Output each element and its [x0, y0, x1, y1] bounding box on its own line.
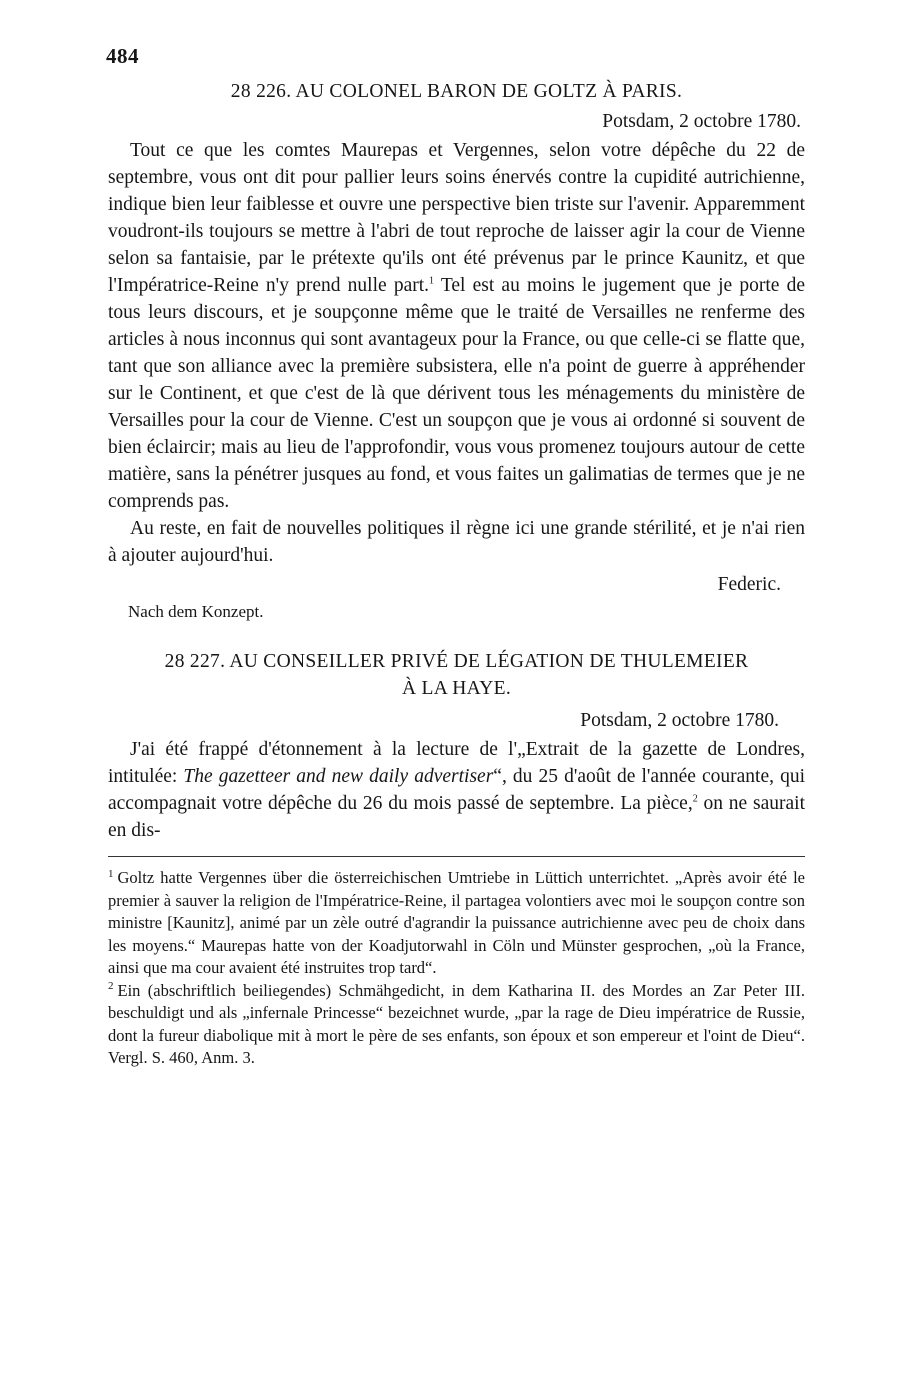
paragraph-text: on ne saurait en dis-: [108, 793, 805, 841]
paragraph: Au reste, en fait de nouvelles politiques il règne ici une grande stérilité, et je n'ai rien à ajouter aujourd'hui.: [108, 518, 805, 566]
paragraph: [108, 736, 805, 844]
footnote-divider: [108, 856, 805, 857]
heading-line: 28 227. AU CONSEILLER PRIVÉ DE LÉGATION DE THULEMEIER: [164, 651, 749, 672]
footnote-mark: 1: [108, 867, 114, 880]
paragraph: [108, 137, 805, 515]
dateline: Potsdam, 2 octobre 1780.: [602, 111, 801, 132]
paragraph-text: J'ai été frappé d'étonnement à la lecture de l'„Extrait de la gazette de Londres, intitulée:: [108, 739, 805, 787]
page-number: 484: [106, 44, 139, 68]
footnote: [108, 980, 805, 1070]
letter-heading-28226: 28 226. AU COLONEL BARON DE GOLTZ À PARIS.: [230, 81, 683, 102]
footnote-mark: 2: [108, 980, 114, 992]
signature: Federic.: [717, 574, 781, 595]
dateline: Potsdam, 2 octobre 1780.: [580, 710, 779, 731]
footnote-text: Ein (abschriftlich beiliegendes) Schmähgedicht, in dem Katharina II. des Mordes an Zar Peter III. beschuldigt und als „infernale Princesse“ bezeichnet wurde, „par la rage de Dieu impératrice de Russie, dont la fureur diabolique mit à mort le père de ses enfants, son époux et son empereur et l'oint de Dieu“. Vergl. S. 460, Anm. 3.: [108, 980, 805, 1067]
page: [108, 44, 805, 1070]
footnote-text: Goltz hatte Vergennes über die österreichischen Umtriebe in Lüttich unterrichtet. „Après avoir été le premier à sauver la religion de l'Impératrice-Reine, il partagea volontiers avec moi le soupçon contre son ministre [Kaunitz], animé par un zèle outré d'agrandir la puissance autrichienne avec peu de choix dans les moyens.“ Maurepas hatte von der Koadjutorwahl in Cöln und Münster gesprochen, „où la France, ainsi que ma cour avaient été instruites trop tard“.: [108, 868, 805, 977]
newspaper-title: The gazetteer and new daily advertiser: [183, 766, 494, 787]
footnotes: [108, 867, 805, 1070]
paragraph-text: Tel est au moins le jugement que je porte de tous leurs discours, et je soupçonne même que le traité de Versailles ne renferme des articles à nous inconnus qui sont avantageux pour la France, ou que celle-ci se flatte que, tant que son alliance avec la première subsistera, elle n'a point de guerre à appréhender sur le Continent, et que c'est de là que dérivent tous les ménagements du ministère de Versailles pour la cour de Vienne. C'est un soupçon que je vous ai ordonné si souvent de bien éclaircir; mais au lieu de l'approfondir, vous vous promenez toujours autour de cette matière, sans la pénétrer jusques au fond, et vous faites un galimatias de termes que je ne comprends pas.: [108, 275, 805, 512]
footnote: [108, 867, 805, 980]
letter-body: [108, 137, 805, 569]
source-note: Nach dem Konzept.: [128, 602, 264, 621]
paragraph-text: “, du 25 d'août de l'année courante, qui accompagnait votre dépêche du 26 du mois passé de septembre. La pièce,: [108, 766, 805, 814]
letter-body: [108, 736, 805, 844]
footnote-ref: 2: [692, 793, 698, 805]
paragraph-text: Tout ce que les comtes Maurepas et Vergennes, selon votre dépêche du 22 de septembre, vous ont dit pour pallier leurs soins énervés contre la cupidité autrichienne, indique bien leur faiblesse et ouvre une perspective bien triste sur l'avenir. Apparemment voudront-ils toujours se mettre à l'abri de tout reproche de laisser agir la cour de Vienne selon sa fantaisie, par le prétexte qu'ils ont été prévenus par le prince Kaunitz, et que l'Impératrice-Reine n'y prend nulle part.: [108, 140, 805, 296]
letter-heading-28227: [108, 648, 805, 702]
heading-line: À LA HAYE.: [402, 678, 511, 699]
footnote-ref: 1: [429, 275, 435, 287]
